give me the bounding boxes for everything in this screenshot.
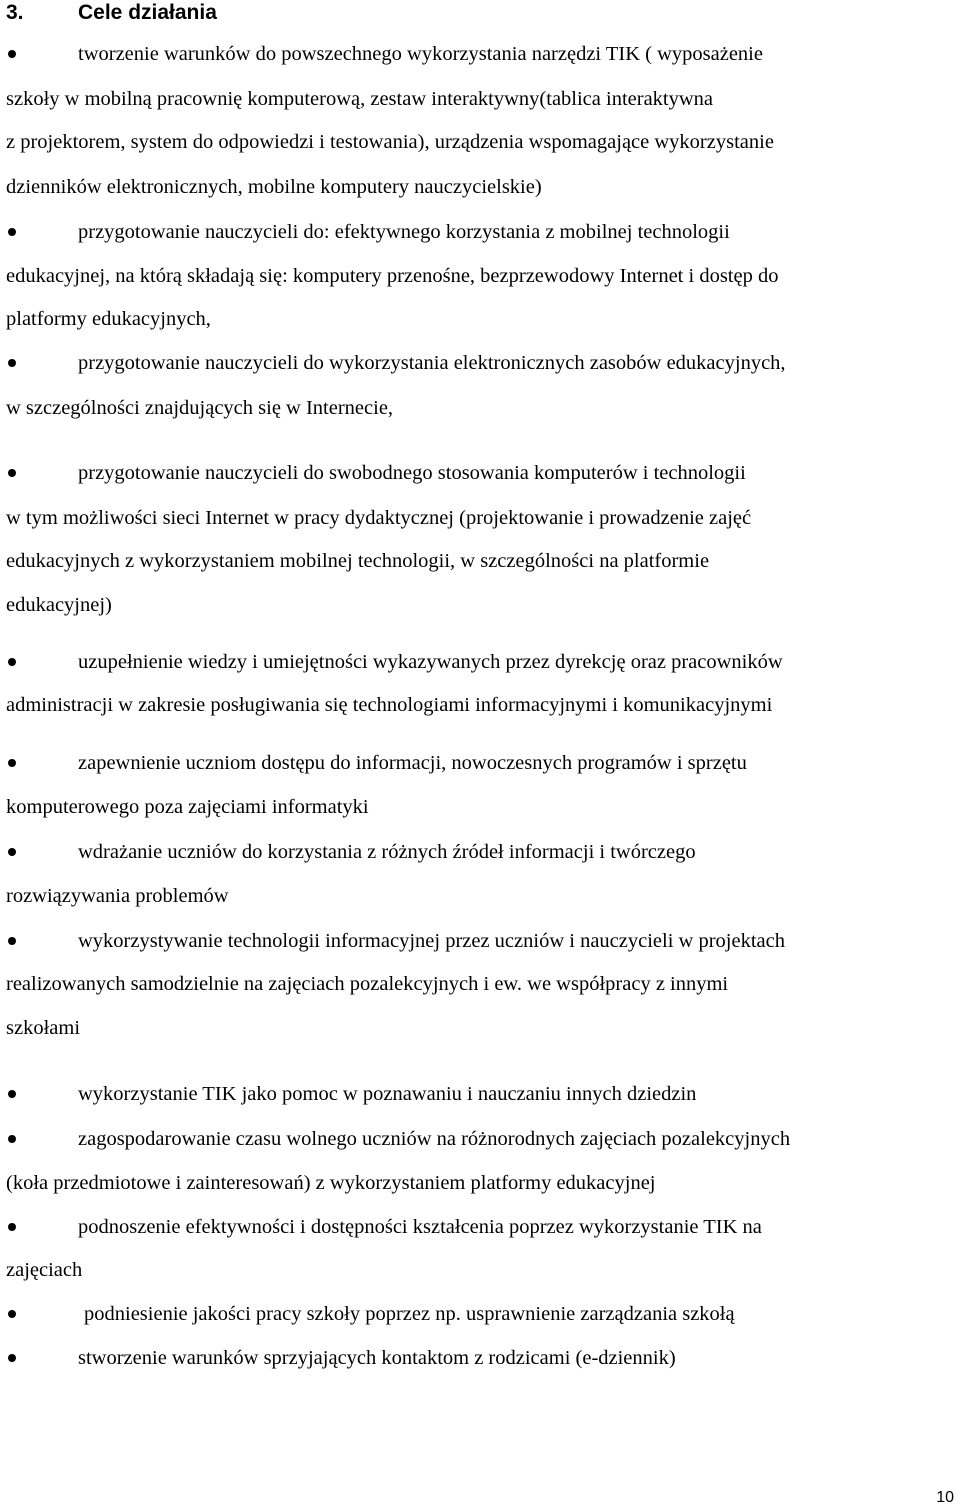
- list-item-line: podniesienie jakości pracy szkoły poprzez np. usprawnienie zarządzania szkołą: [84, 1303, 735, 1325]
- list-item-line: komputerowego poza zajęciami informatyki: [6, 796, 369, 818]
- list-item-line: uzupełnienie wiedzy i umiejętności wykazywanych przez dyrekcję oraz pracowników: [78, 651, 783, 673]
- list-item-line: wykorzystanie TIK jako pomoc w poznawaniu i nauczaniu innych dziedzin: [78, 1083, 697, 1105]
- list-item-line: podnoszenie efektywności i dostępności kształcenia poprzez wykorzystanie TIK na: [78, 1216, 762, 1238]
- list-item-line: szkoły w mobilną pracownię komputerową, zestaw interaktywny(tablica interaktywna: [6, 88, 714, 110]
- list-item-line: (koła przedmiotowe i zainteresowań) z wykorzystaniem platformy edukacyjnej: [6, 1172, 656, 1194]
- page-number: 10: [936, 1489, 954, 1506]
- list-item-line: edukacyjnych z wykorzystaniem mobilnej technologii, w szczególności na platformie: [6, 550, 710, 572]
- bullet-icon: [8, 50, 16, 58]
- list-item-line: przygotowanie nauczycieli do swobodnego stosowania komputerów i technologii: [78, 462, 746, 484]
- bullet-icon: [8, 658, 16, 666]
- list-item-line: wdrażanie uczniów do korzystania z różnych źródeł informacji i twórczego: [78, 841, 696, 863]
- list-item-line: rozwiązywania problemów: [6, 885, 229, 907]
- list-item-line: stworzenie warunków sprzyjających kontaktom z rodzicami (e-dziennik): [78, 1347, 676, 1369]
- list-item-line: przygotowanie nauczycieli do wykorzystania elektronicznych zasobów edukacyjnych,: [78, 352, 786, 374]
- bullet-icon: [8, 1310, 16, 1318]
- list-item-line: przygotowanie nauczycieli do: efektywnego korzystania z mobilnej technologii: [78, 221, 730, 243]
- bullet-icon: [8, 1354, 16, 1362]
- list-item-line: edukacyjnej, na którą składają się: komputery przenośne, bezprzewodowy Internet i dostęp do: [6, 265, 779, 287]
- section-heading: [6, 0, 217, 26]
- bullet-icon: [8, 228, 16, 236]
- list-item-line: dzienników elektronicznych, mobilne komputery nauczycielskie): [6, 176, 542, 198]
- section-title: Cele działania: [78, 1, 217, 24]
- list-item-line: szkołami: [6, 1017, 81, 1039]
- bullet-icon: [8, 1090, 16, 1098]
- list-item-line: w tym możliwości sieci Internet w pracy dydaktycznej (projektowanie i prowadzenie zajęć: [6, 507, 752, 529]
- list-item-line: wykorzystywanie technologii informacyjnej przez uczniów i nauczycieli w projektach: [78, 930, 785, 952]
- list-item-line: zapewnienie uczniom dostępu do informacji, nowoczesnych programów i sprzętu: [78, 752, 747, 774]
- list-item-line: edukacyjnej): [6, 594, 112, 616]
- bullet-icon: [8, 469, 16, 477]
- bullet-icon: [8, 1135, 16, 1143]
- list-item-line: z projektorem, system do odpowiedzi i testowania), urządzenia wspomagające wykorzystanie: [6, 131, 774, 153]
- bullet-icon: [8, 359, 16, 367]
- list-item-line: administracji w zakresie posługiwania się technologiami informacyjnymi i komunikacyjnymi: [6, 694, 773, 716]
- list-item-line: w szczególności znajdujących się w Internecie,: [6, 397, 394, 419]
- section-number: 3.: [6, 1, 24, 24]
- bullet-icon: [8, 937, 16, 945]
- bullet-icon: [8, 848, 16, 856]
- list-item-line: zajęciach: [6, 1259, 83, 1281]
- bullet-icon: [8, 759, 16, 767]
- bullet-icon: [8, 1223, 16, 1231]
- list-item-line: tworzenie warunków do powszechnego wykorzystania narzędzi TIK ( wyposażenie: [78, 43, 763, 65]
- list-item-line: platformy edukacyjnych,: [6, 308, 211, 330]
- list-item-line: zagospodarowanie czasu wolnego uczniów na różnorodnych zajęciach pozalekcyjnych: [78, 1128, 791, 1150]
- list-item-line: realizowanych samodzielnie na zajęciach pozalekcyjnych i ew. we współpracy z innymi: [6, 973, 729, 995]
